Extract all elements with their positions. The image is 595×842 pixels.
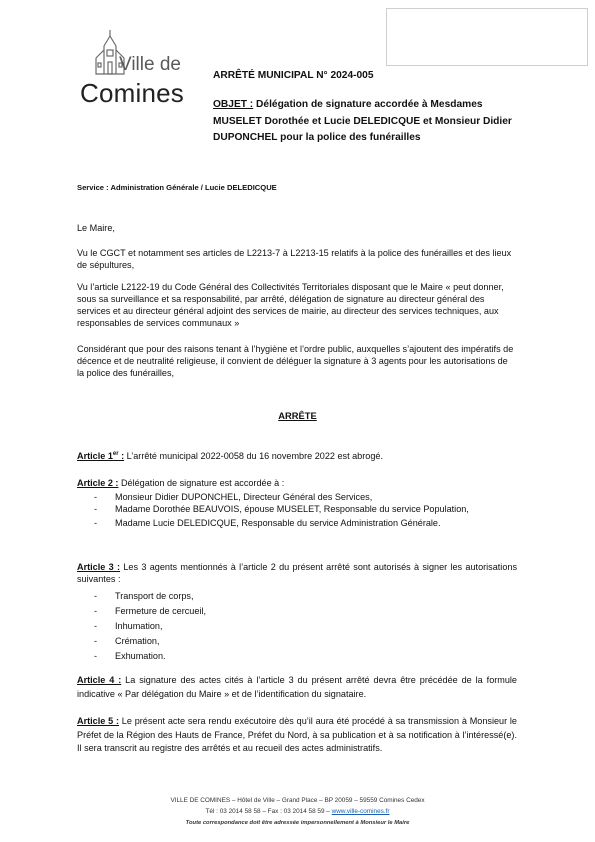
article-2-list (94, 491, 517, 529)
article-2 (77, 477, 517, 489)
subject-label: OBJET : (213, 99, 254, 110)
service-line: Service : Administration Générale / Lucie DELEDICQUE (77, 183, 277, 192)
logo-ville-text: Ville de (119, 54, 181, 75)
article-2-text: Délégation de signature est accordée à : (118, 478, 285, 488)
article-5 (77, 715, 517, 756)
article-4 (77, 673, 517, 701)
article-5-label: Article 5 : (77, 716, 119, 726)
website-link[interactable]: www.ville-comines.fr (331, 808, 390, 815)
article-1-text: L’arrêté municipal 2022-0058 du 16 novembre 2022 est abrogé. (124, 451, 383, 462)
article-4-label: Article 4 : (77, 675, 122, 685)
article-3-text: Les 3 agents mentionnés à l’article 2 du présent arrêté sont autorisés à signer les autorisations suivantes : (77, 562, 517, 584)
list-item: - Madame Lucie DELEDICQUE, Responsable du service Administration Générale. (94, 518, 441, 528)
list-item: - Exhumation. (94, 651, 166, 661)
subject-text: Délégation de signature accordée à Mesdames MUSELET Dorothée et Lucie DELEDICQUE et Monsieur Didier DUPONCHEL pour la police des funérailles (213, 99, 512, 143)
footer-contact (0, 808, 595, 815)
vu-cgct-paragraph: Vu le CGCT et notamment ses articles de L2213-7 à L2213-15 relatifs à la police des funérailles et des lieux de sépultures, (77, 248, 512, 270)
footer-note: Toute correspondance doit être adressée impersonnellement à Monsieur le Maire (185, 820, 410, 826)
footer-address: VILLE DE COMINES – Hôtel de Ville – Grand Place – BP 20059 – 59559 Comines Cedex (170, 797, 425, 804)
decree-subject (213, 97, 513, 147)
article-4-text: La signature des actes cités à l’article 3 du présent arrêté devra être précédée de la formule indicative « Par délégation du Maire » et de l’identification du signataire. (77, 675, 517, 699)
article-2-label: Article 2 : (77, 478, 119, 488)
considerant-paragraph: Considérant que pour des raisons tenant à l’hygiène et l’ordre public, auxquelles s’ajoutent des impératifs de décence et de neutralité religieuse, il convient de déléguer la signature à 3 agents pour les autorisations de la police des funérailles, (77, 344, 514, 378)
arrete-heading: ARRÊTE (278, 410, 317, 421)
article-5-text: Le présent acte sera rendu exécutoire dès qu’il aura été procédé à sa transmission à Monsieur le Préfet de la Région des Hauts de France, Préfet du Nord, à sa publication et à sa notification à l’intéressé(e). Il sera transcrit au registre des arrêtés et au recueil des actes administratifs. (77, 716, 517, 753)
logo-comines-text: Comines (80, 78, 184, 108)
city-logo (77, 28, 207, 108)
list-item: - Inhumation, (94, 621, 163, 631)
list-item: - Fermeture de cercueil, (94, 606, 206, 616)
list-item: - Transport de corps, (94, 591, 194, 601)
reception-stamp-box (386, 8, 588, 66)
footer-phone-fax: Tél : 03 2014 58 58 – Fax : 03 2014 58 59 – (205, 808, 332, 815)
article-1-label: Article 1er : (77, 451, 125, 462)
vu-article-paragraph: Vu l’article L2122-19 du Code Général des Collectivités Territoriales disposant que le Maire « peut donner, sous sa surveillance et sa responsabilité, par arrêté, délégation de signature au directeur général des services et au directeur général adjoint des services de mairie, au directeur des services techniques, aux responsables de services communaux » (77, 282, 504, 328)
article-3-list (94, 589, 517, 664)
greeting: Le Maire, (77, 223, 115, 233)
list-item: - Madame Dorothée BEAUVOIS, épouse MUSELET, Responsable du service Population, (94, 504, 469, 514)
article-3 (77, 561, 517, 585)
list-item: - Monsieur Didier DUPONCHEL, Directeur Général des Services, (94, 492, 373, 502)
article-3-label: Article 3 : (77, 562, 121, 572)
article-1 (77, 448, 517, 462)
list-item: - Crémation, (94, 636, 160, 646)
decree-title: ARRÊTÉ MUNICIPAL N° 2024-005 (213, 70, 374, 81)
